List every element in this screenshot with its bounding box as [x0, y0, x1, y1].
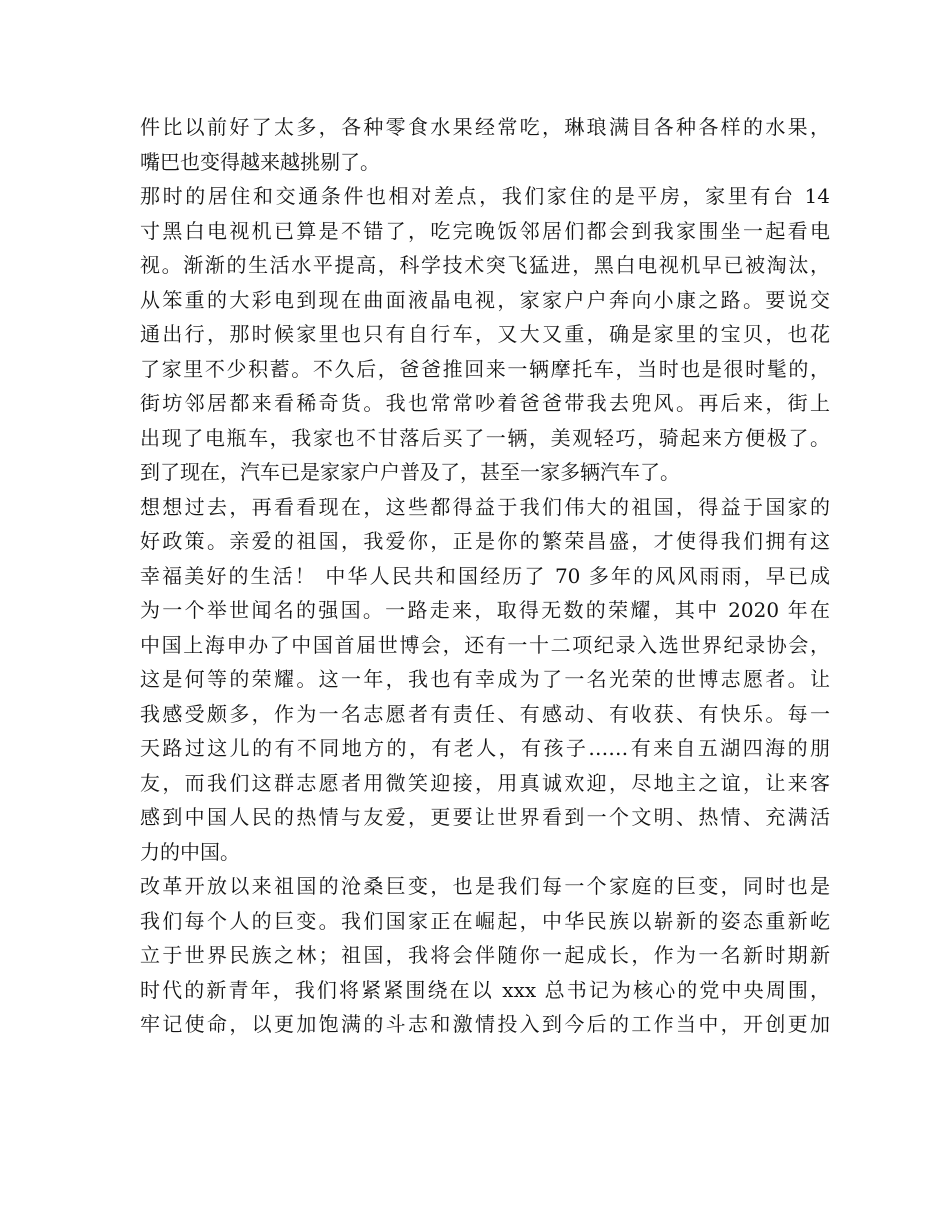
document-body [140, 110, 830, 1042]
text-line: 好政策。亲爱的祖国，我爱你，正是你的繁荣昌盛，才使得我们拥有这 [140, 529, 830, 553]
text-line: 幸福美好的生活！ 中华人民共和国经历了 70 多年的风风雨雨，早已成 [140, 563, 830, 588]
text-line: 时代的新青年，我们将紧紧围绕在以 xxx 总书记为核心的党中央周围， [140, 977, 830, 1002]
text-line: 件比以前好了太多，各种零食水果经常吃，琳琅满目各种各样的水果， [140, 115, 830, 139]
text-line: 立于世界民族之林；祖国，我将会伴随你一起成长，作为一名新时期新 [140, 943, 830, 967]
text-line: 出现了电瓶车，我家也不甘落后买了一辆，美观轻巧，骑起来方便极了。 [140, 425, 830, 450]
text-line: 到了现在，汽车已是家家户户普及了，甚至一家多辆汽车了。 [140, 460, 680, 484]
text-line: 想想过去，再看看现在，这些都得益于我们伟大的祖国，得益于国家的 [140, 494, 830, 519]
text-line: 力的中国。 [140, 839, 240, 864]
text-line: 从笨重的大彩电到现在曲面液晶电视，家家户户奔向小康之路。要说交 [140, 287, 830, 312]
text-line: 天路过这儿的有不同地方的，有老人，有孩子……有来自五湖四海的朋 [140, 736, 830, 760]
text-line: 感到中国人民的热情与友爱，更要让世界看到一个文明、热情、充满活 [140, 805, 830, 829]
text-line: 寸黑白电视机已算是不错了，吃完晚饭邻居们都会到我家围坐一起看电 [140, 218, 830, 243]
text-line: 我们每个人的巨变。我们国家正在崛起，中华民族以崭新的姿态重新屹 [140, 908, 830, 933]
text-line: 嘴巴也变得越来越挑剔了。 [140, 149, 380, 174]
text-line: 我感受颇多，作为一名志愿者有责任、有感动、有收获、有快乐。每一 [140, 701, 830, 726]
text-line: 通出行，那时候家里也只有自行车，又大又重，确是家里的宝贝，也花 [140, 322, 830, 346]
text-line: 中国上海申办了中国首届世博会，还有一十二项纪录入选世界纪录协会， [140, 632, 830, 657]
text-line: 那时的居住和交通条件也相对差点，我们家住的是平房，家里有台 14 [140, 184, 830, 208]
text-line: 友，而我们这群志愿者用微笑迎接，用真诚欢迎，尽地主之谊，让来客 [140, 770, 830, 795]
text-line: 了家里不少积蓄。不久后，爸爸推回来一辆摩托车，当时也是很时髦的， [140, 356, 830, 381]
text-line: 为一个举世闻名的强国。一路走来，取得无数的荣耀，其中 2020 年在 [140, 598, 830, 622]
text-line: 牢记使命，以更加饱满的斗志和激情投入到今后的工作当中，开创更加 [140, 1012, 830, 1036]
text-line: 街坊邻居都来看稀奇货。我也常常吵着爸爸带我去兜风。再后来，街上 [140, 391, 830, 415]
text-line: 改革开放以来祖国的沧桑巨变，也是我们每一个家庭的巨变，同时也是 [140, 874, 830, 898]
text-line: 这是何等的荣耀。这一年，我也有幸成为了一名光荣的世博志愿者。让 [140, 667, 830, 691]
text-line: 视。渐渐的生活水平提高，科学技术突飞猛进，黑白电视机早已被淘汰， [140, 253, 830, 277]
